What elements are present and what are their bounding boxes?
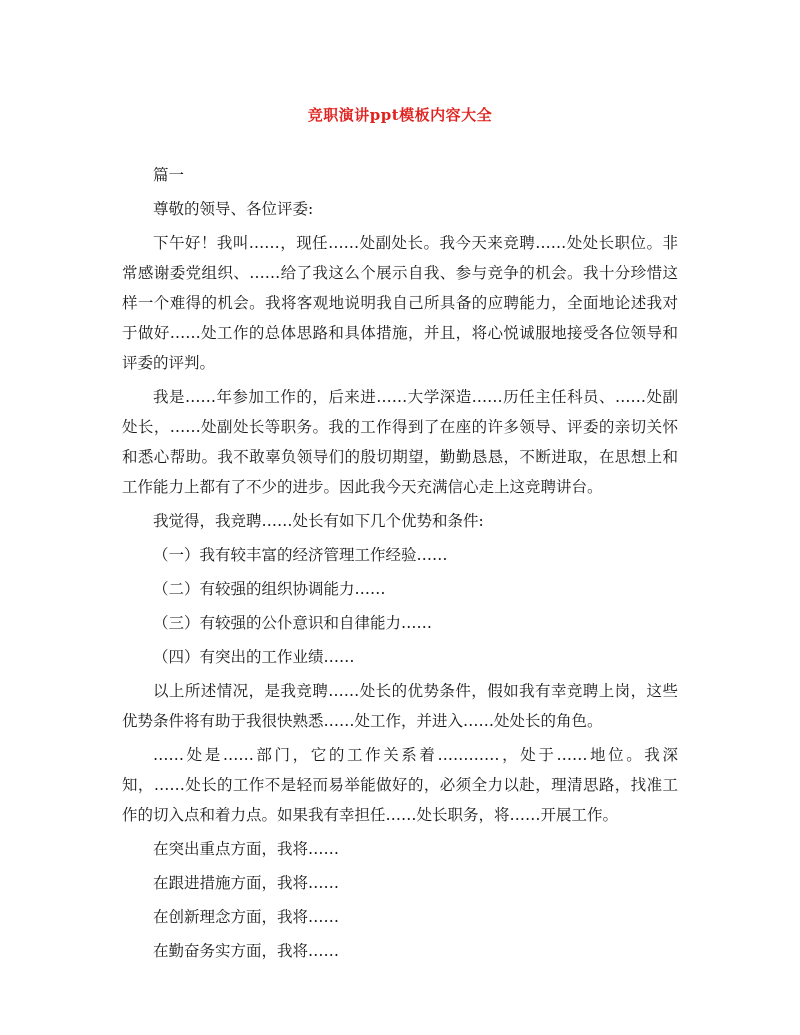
paragraph-section-heading: 篇一 (153, 166, 185, 184)
paragraph-summary: 以上所述情况，是我竞聘……处长的优势条件，假如我有幸竞聘上岗，这些优势条件将有助于我很快熟悉……处工作，并进入……处处长的角色。 (122, 682, 678, 730)
paragraph-advantage-4: （四）有突出的工作业绩…… (153, 648, 355, 666)
paragraph-background: 我是……年参加工作的，后来进……大学深造……历任主任科员、……处副处长，……处副处长等职务。我的工作得到了在座的许多领导、评委的亲切关怀和悉心帮助。我不敢辜负领导们的殷切期望，勤勤恳恳，不断进取，在思想上和工作能力上都有了不少的进步。因此我今天充满信心走上这竞聘讲台。 (122, 388, 678, 496)
paragraph-plan-2: 在跟进措施方面，我将…… (153, 874, 340, 892)
paragraph-advantage-3: （三）有较强的公仆意识和自律能力…… (153, 614, 433, 632)
paragraph-plan-1: 在突出重点方面，我将…… (153, 840, 340, 858)
paragraph-advantage-2: （二）有较强的组织协调能力…… (153, 580, 386, 598)
paragraph-plan-3: 在创新理念方面，我将…… (153, 908, 340, 926)
paragraph-department: ……处是……部门，它的工作关系着…………，处于……地位。我深知，……处长的工作不是轻而易举能做好的，必须全力以赴，理清思路，找准工作的切入点和着力点。如果我有幸担任……处长职务，将……开展工作。 (122, 746, 678, 824)
paragraph-advantages-intro: 我觉得，我竞聘……处长有如下几个优势和条件: (153, 512, 484, 530)
paragraph-salutation: 尊敬的领导、各位评委: (153, 200, 314, 218)
document-title: 竞职演讲ppt模板内容大全 (307, 106, 493, 124)
paragraph-plan-4: 在勤奋务实方面，我将…… (153, 942, 340, 960)
paragraph-advantage-1: （一）我有较丰富的经济管理工作经验…… (153, 546, 448, 564)
document-body (122, 160, 678, 970)
paragraph-introduction: 下午好！我叫……，现任……处副处长。我今天来竞聘……处处长职位。非常感谢委党组织、……给了我这么个展示自我、参与竞争的机会。我十分珍惜这样一个难得的机会。我将客观地说明我自己所具备的应聘能力，全面地论述我对于做好……处工作的总体思路和具体措施，并且，将心悦诚服地接受各位领导和评委的评判。 (122, 234, 678, 372)
